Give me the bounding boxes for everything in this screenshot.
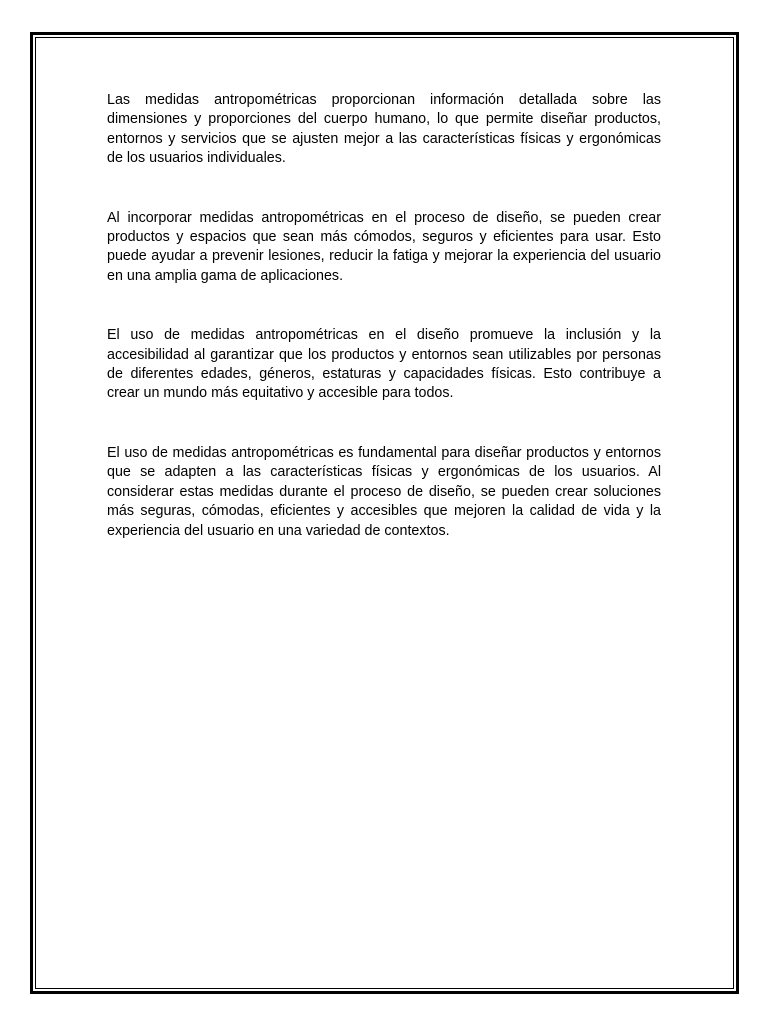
paragraph-1: Las medidas antropométricas proporcionan información detallada sobre las dimensiones y proporciones del cuerpo humano, lo que permite diseñar productos, entornos y servicios que se ajusten mejor a las características físicas y ergonómicas de los usuarios individuales. xyxy=(107,92,661,167)
document-body xyxy=(107,91,661,581)
paragraph-4: El uso de medidas antropométricas es fundamental para diseñar productos y entornos que se adapten a las características físicas y ergonómicas de los usuarios. Al considerar estas medidas durante el proceso de diseño, se pueden crear soluciones más seguras, cómodas, eficientes y accesibles que mejoren la calidad de vida y la experiencia del usuario en una variedad de contextos. xyxy=(107,444,661,539)
paragraph-3: El uso de medidas antropométricas en el diseño promueve la inclusión y la accesibilidad al garantizar que los productos y entornos sean utilizables por personas de diferentes edades, géneros, estaturas y capacidades físicas. Esto contribuye a crear un mundo más equitativo y accesible para todos. xyxy=(107,327,661,402)
paragraph-2: Al incorporar medidas antropométricas en el proceso de diseño, se pueden crear productos y espacios que sean más cómodos, seguros y eficientes para usar. Esto puede ayudar a prevenir lesiones, reducir la fatiga y mejorar la experiencia del usuario en una amplia gama de aplicaciones. xyxy=(107,209,661,284)
